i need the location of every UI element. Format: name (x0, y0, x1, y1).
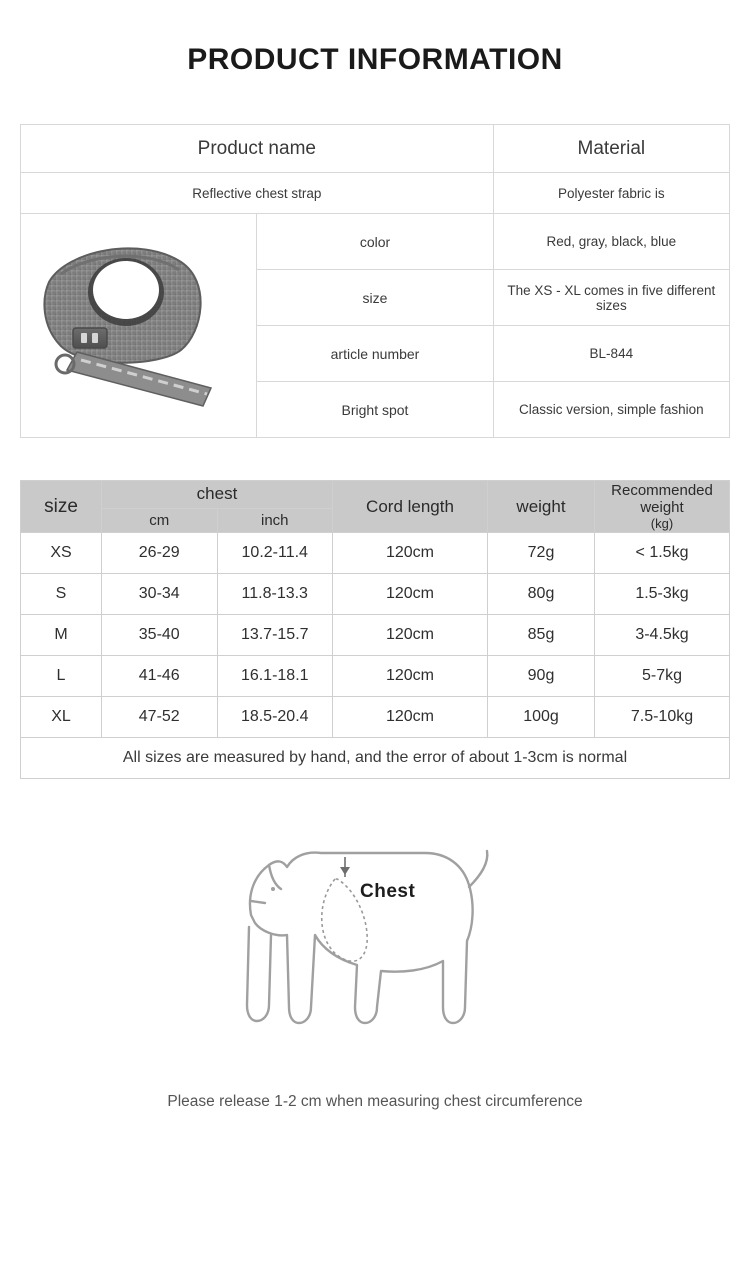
cell-chest-cm: 26-29 (102, 533, 218, 574)
cell-recommended: 7.5-10kg (595, 697, 730, 738)
material-value: Polyester fabric is (493, 173, 729, 214)
product-image-cell (21, 214, 257, 438)
chest-label: Chest (360, 881, 416, 902)
cell-weight: 90g (488, 656, 595, 697)
header-recommended-weight-text: Recommended weight (611, 482, 713, 516)
table-row (21, 615, 730, 656)
cell-chest-cm: 30-34 (102, 574, 218, 615)
page-title: PRODUCT INFORMATION (187, 43, 563, 76)
table-row (21, 125, 730, 173)
cell-chest-inch: 18.5-20.4 (217, 697, 333, 738)
info-label-color: color (257, 214, 493, 270)
cell-cord: 120cm (333, 697, 488, 738)
cell-cord: 120cm (333, 615, 488, 656)
header-chest-cm: cm (102, 508, 218, 532)
header-chest: chest (102, 481, 333, 509)
product-name-header: Product name (21, 125, 494, 173)
cell-size: L (21, 656, 102, 697)
cell-weight: 72g (488, 533, 595, 574)
material-header: Material (493, 125, 729, 173)
info-label-article-number: article number (257, 326, 493, 382)
info-value-color: Red, gray, black, blue (493, 214, 729, 270)
cell-size: XS (21, 533, 102, 574)
cell-cord: 120cm (333, 533, 488, 574)
product-image (21, 220, 236, 432)
info-value-article-number: BL-844 (493, 326, 729, 382)
header-recommended-weight (595, 481, 730, 533)
cell-recommended: 1.5-3kg (595, 574, 730, 615)
size-table-note: All sizes are measured by hand, and the error of about 1-3cm is normal (21, 738, 730, 779)
cell-size: XL (21, 697, 102, 738)
info-label-size: size (257, 270, 493, 326)
cell-chest-inch: 10.2-11.4 (217, 533, 333, 574)
diagram-note: Please release 1-2 cm when measuring chest circumference (167, 1093, 583, 1110)
size-chart-table (20, 480, 730, 779)
cell-recommended: 5-7kg (595, 656, 730, 697)
info-label-bright-spot: Bright spot (257, 382, 493, 438)
cell-recommended: 3-4.5kg (595, 615, 730, 656)
cell-cord: 120cm (333, 656, 488, 697)
measurement-diagram (0, 831, 750, 1111)
info-value-bright-spot: Classic version, simple fashion (493, 382, 729, 438)
product-information-page (0, 40, 750, 1262)
table-header-row (21, 481, 730, 509)
cell-chest-inch: 16.1-18.1 (217, 656, 333, 697)
dog-outline-icon (225, 831, 525, 1071)
cell-size: S (21, 574, 102, 615)
cell-chest-inch: 13.7-15.7 (217, 615, 333, 656)
cell-chest-cm: 41-46 (102, 656, 218, 697)
cell-weight: 100g (488, 697, 595, 738)
table-row (21, 574, 730, 615)
cell-cord: 120cm (333, 574, 488, 615)
table-row (21, 697, 730, 738)
header-cord-length: Cord length (333, 481, 488, 533)
table-row (21, 738, 730, 779)
cell-weight: 80g (488, 574, 595, 615)
table-row (21, 173, 730, 214)
cell-weight: 85g (488, 615, 595, 656)
cell-size: M (21, 615, 102, 656)
cell-recommended: < 1.5kg (595, 533, 730, 574)
table-row (21, 656, 730, 697)
header-weight: weight (488, 481, 595, 533)
cell-chest-cm: 47-52 (102, 697, 218, 738)
info-value-size: The XS - XL comes in five different sizes (493, 270, 729, 326)
header-size: size (21, 481, 102, 533)
table-row (21, 533, 730, 574)
cell-chest-inch: 11.8-13.3 (217, 574, 333, 615)
header-recommended-weight-unit: (kg) (650, 516, 674, 531)
product-info-table (20, 124, 730, 438)
product-name-value: Reflective chest strap (21, 173, 494, 214)
header-chest-inch: inch (217, 508, 333, 532)
table-row (21, 214, 730, 270)
cell-chest-cm: 35-40 (102, 615, 218, 656)
